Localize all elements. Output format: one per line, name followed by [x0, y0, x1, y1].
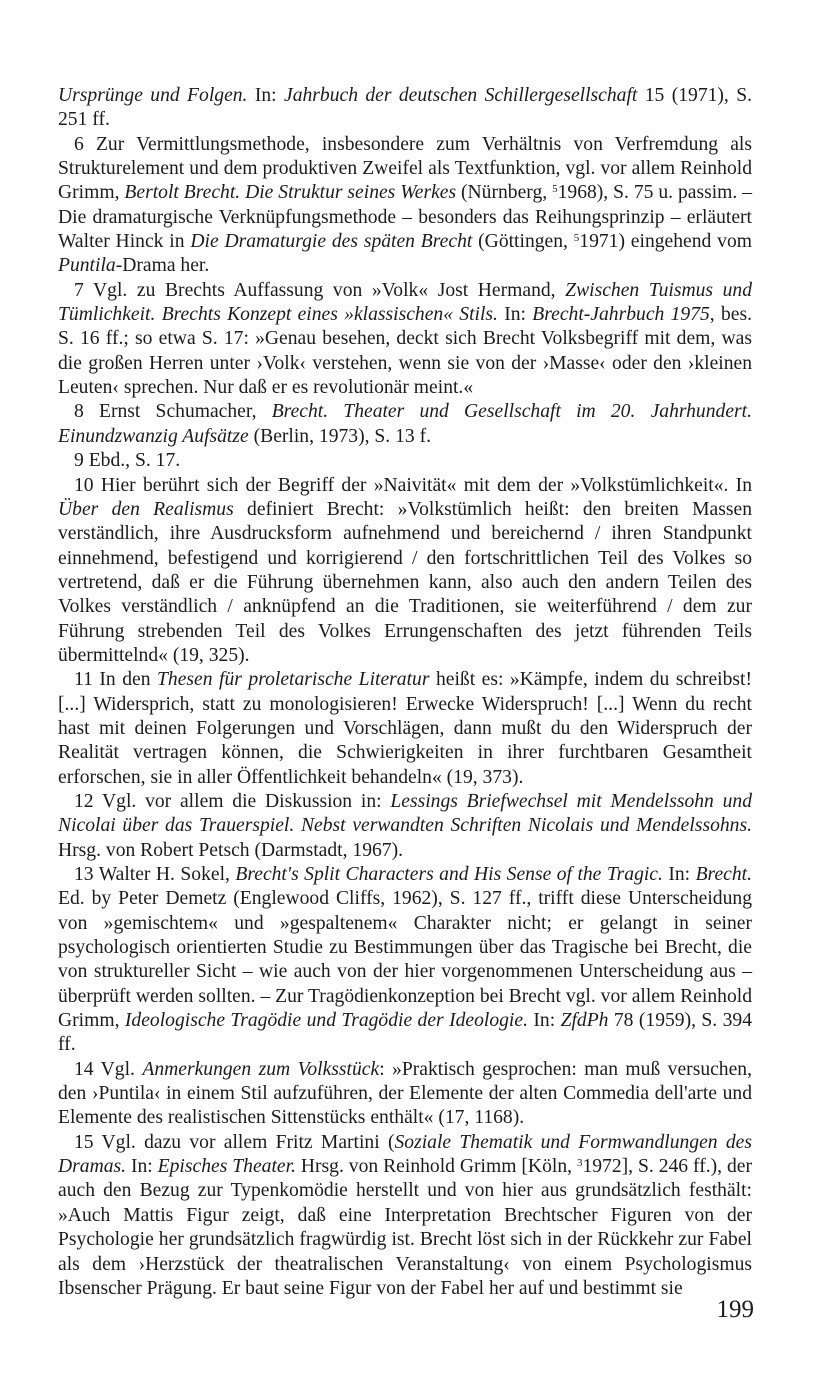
footnote-7: [58, 279, 752, 401]
italic-title: Zwischen Tuismus und Tümlichkeit. Brechts Konzept eines »klassischen« Stils.: [58, 279, 753, 326]
italic-title: Anmerkungen zum Volksstück: [142, 1058, 380, 1080]
note-text: 6 Zur Vermittlungsmethode, insbesondere zum Verhältnis von Verfremdung als Strukturelement und dem produktiven Zweifel als Textfunktion, vgl. vor allem Reinhold Grimm,: [58, 133, 752, 204]
note-text: 1971) eingehend vom: [579, 231, 752, 253]
footnote-8: [58, 400, 752, 449]
italic-title: Puntila: [58, 255, 116, 277]
italic-title: Episches Theater.: [157, 1156, 296, 1178]
italic-title: Brecht. Theater und Gesellschaft im 20. Jahrhundert. Einundzwanzig Aufsätze: [58, 401, 752, 447]
italic-title: Bertolt Brecht. Die Struktur seines Werkes: [124, 182, 457, 204]
note-text: In:: [126, 1156, 158, 1178]
footnote-10: [58, 474, 752, 669]
note-text: In:: [527, 1010, 561, 1032]
note-text: 14 Vgl.: [74, 1058, 143, 1080]
note-text: 15 Vgl. dazu vor allem Fritz Martini (: [74, 1131, 395, 1153]
note-text: 1972], S. 246 ff.), der auch den Bezug zur Typenkomödie herstellt und von hier aus grundsätzlich festhält: »Auch Mattis Figur zeigt, daß eine Interpretation Brechtscher Figuren von der Psychologie her grundsätzlich fragwürdig ist. Brecht löst sich in der Rückkehr zur Fabel als dem ›Herzstück der theatralischen Veranstaltung‹ von einem Psychologismus Ibsenscher Prägung. Er baut seine Figur von der Fabel her auf und bestimmt sie: [58, 1156, 752, 1299]
italic-title: Lessings Briefwechsel mit Mendelssohn und Nicolai über das Trauerspiel. Nebst verwandten Schriften Nicolais und Mendelssohns.: [58, 790, 753, 837]
note-text: Hrsg. von Reinhold Grimm [Köln,: [295, 1156, 577, 1178]
italic-title: ZfdPh: [560, 1010, 609, 1032]
superscript-edition: 3: [576, 1157, 583, 1170]
italic-title: Thesen für proletarische Literatur: [157, 669, 430, 691]
note-text: , bes. S. 16 ff.; so etwa S. 17: »Genau besehen, deckt sich Brecht Volksbegriff mit dem, was die großen Herren unter ›Volk‹ verstehen, wenn sie von der ›Masse‹ oder den ›kleinen Leuten‹ sprechen. Nur daß er es revolutionär meint.«: [58, 304, 752, 399]
note-text: In:: [497, 304, 533, 326]
note-text: 7 Vgl. zu Brechts Auffassung von »Volk« Jost Hermand,: [74, 279, 566, 301]
footnote-13: [58, 863, 752, 1058]
note-text: : »Praktisch gesprochen: man muß versuchen, den ›Puntila‹ in einem Stil aufzuführen, der Elemente der alten Commedia dell'arte und Elemente des realistischen Sittenstücks enthält« (17, 1168).: [58, 1058, 752, 1129]
note-text: heißt es: »Kämpfe, indem du schreibst! [...] Widersprich, statt zu monologisieren! Erwecke Widerspruch! [...] Wenn du recht hast mit deinen Folgerungen und Vorschlägen, dann mußt du den Widerspruch der Realität vertragen können, die Schwierigkeiten in ihrer furchtbaren Gesamtheit erforschen, sie in aller Öffentlichkeit behandeln« (19, 373).: [58, 669, 752, 788]
note-text: 78 (1959), S. 394 ff.: [58, 1010, 752, 1056]
superscript-edition: 5: [573, 232, 580, 245]
italic-title: Brecht's Split Characters and His Sense of the Tragic.: [235, 864, 663, 885]
note-text: (Berlin, 1973), S. 13 f.: [248, 425, 432, 447]
note-text: 10 Hier berührt sich der Begriff der »Naivität« mit dem der »Volkstümlichkeit«. In: [74, 474, 752, 496]
note-text: 1968), S. 75 u. passim. – Die dramaturgische Verknüpfungsmethode – besonders das Reihungsprinzip – erläutert Walter Hinck in: [58, 182, 753, 253]
superscript-edition: 5: [552, 183, 558, 196]
note-text: In:: [247, 85, 284, 106]
italic-title: Brecht-Jahrbuch 1975: [532, 304, 710, 326]
note-text: 9 Ebd., S. 17.: [74, 450, 181, 472]
note-text: Ed. by Peter Demetz (Englewood Cliffs, 1962), S. 127 ff., trifft diese Unterscheidung von »gemischtem« und »gespaltenem« Charakter nicht; er gelangt in seiner psychologisch orientierten Studie zu Bestimmungen über das Tragische bei Brecht, die von struktureller Sicht – wie auch von der hier vorgenommenen Unterscheidung aus – überprüft werden sollten. – Zur Tragödienkonzeption bei Brecht vgl. vor allem Reinhold Grimm,: [58, 888, 752, 1032]
footnote-12: [58, 790, 752, 863]
note-text: 8 Ernst Schumacher,: [74, 401, 272, 423]
note-text: (Nürnberg,: [456, 182, 553, 204]
note-text: (Göttingen,: [472, 231, 574, 253]
page-number: 199: [716, 1296, 754, 1323]
italic-title: Brecht.: [695, 864, 752, 885]
footnote-11: [58, 668, 752, 790]
italic-title: Über den Realismus: [58, 498, 234, 520]
footnotes-text: [58, 84, 752, 1301]
footnote-9: [58, 449, 752, 473]
footnote-15: [58, 1131, 752, 1301]
note-text: 13 Walter H. Sokel,: [74, 864, 236, 885]
note-text: 15 (1971), S. 251 ff.: [58, 85, 753, 131]
note-text: -Drama her.: [115, 255, 210, 277]
note-text: 11 In den: [74, 669, 158, 691]
italic-title: Jahrbuch der deutschen Schillergesellschaft: [284, 85, 638, 106]
note-text: definiert Brecht: »Volkstümlich heißt: den breiten Massen verständlich, ihre Ausdrucksform aufnehmend und bereichernd / ihren Standpunkt einnehmend, befestigend und korrigierend / den fortschrittlichen Teil des Volkes so vertretend, daß er die Führung übernehmen kann, also auch den andern Teilen des Volkes verständlich / anknüpfend an die Traditionen, sie weiterführend / dem zur Führung strebenden Teil des Volkes Errungenschaften des jetzt führenden Teils übermittelnd« (19, 325).: [58, 498, 752, 666]
footnote-14: [58, 1058, 752, 1131]
italic-title: Soziale Thematik und Formwandlungen des Dramas.: [58, 1131, 752, 1178]
italic-title: Die Dramaturgie des späten Brecht: [190, 231, 473, 253]
note-text: In:: [662, 864, 696, 885]
italic-title: Ursprünge und Folgen.: [58, 85, 248, 106]
footnote-6: [58, 133, 752, 279]
note-text: Hrsg. von Robert Petsch (Darmstadt, 1967).: [58, 839, 404, 861]
footnote-continuation: [58, 84, 752, 133]
note-text: 12 Vgl. vor allem die Diskussion in:: [74, 790, 391, 812]
italic-title: Ideologische Tragödie und Tragödie der Ideologie.: [124, 1010, 528, 1032]
